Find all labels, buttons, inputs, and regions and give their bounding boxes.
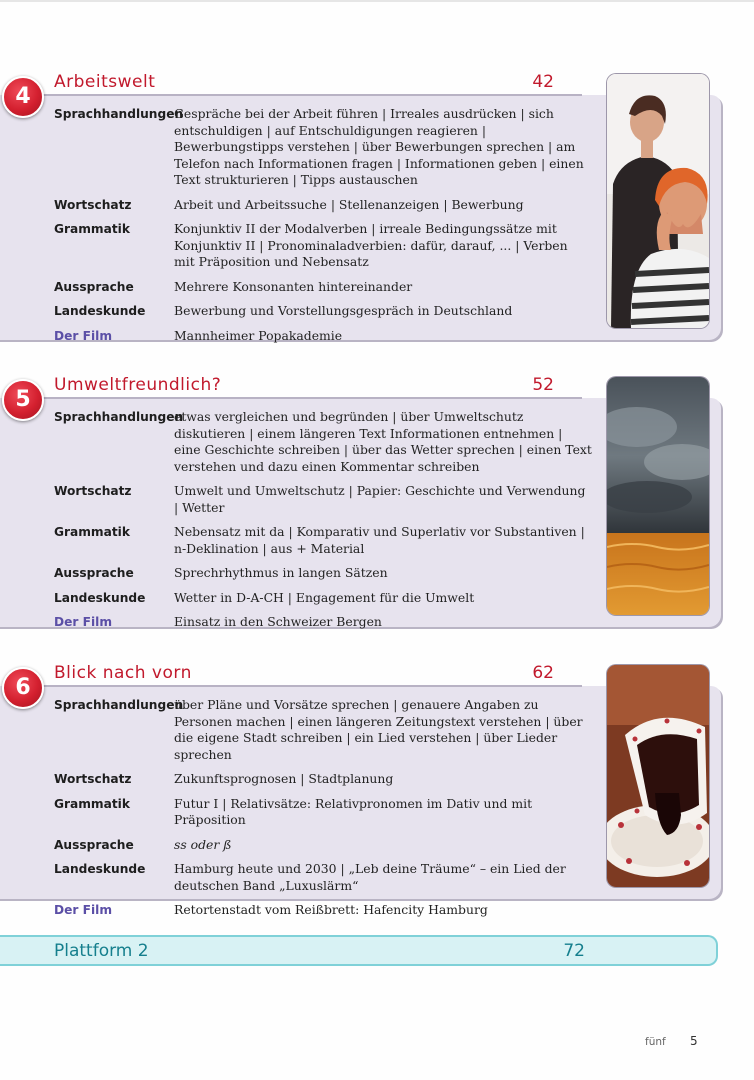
row-grammatik — [54, 524, 594, 557]
unit-6-photo — [607, 665, 709, 887]
unit-content-list — [54, 409, 594, 639]
footer-page-number: 5 — [690, 1034, 698, 1048]
row-text: Hamburg heute und 2030 | „Leb deine Träume“ – ein Lied der deutschen Band „Luxuslärm“ — [174, 861, 566, 893]
plattform-page-number: 72 — [563, 941, 585, 961]
unit-page-number: 42 — [532, 72, 554, 92]
row-text: Mehrere Konsonanten hintereinander — [174, 278, 413, 294]
row-wortschatz — [54, 483, 594, 516]
row-text: Sprechrhythmus in langen Sätzen — [174, 565, 388, 580]
row-aussprache — [54, 279, 594, 296]
row-grammatik — [54, 221, 594, 271]
unit-5-section — [0, 375, 754, 627]
row-sprachhandlungen — [54, 697, 594, 763]
row-label: Wortschatz — [54, 484, 132, 498]
row-text: Nebensatz mit da | Komparativ und Superlativ vor Substantiven | n-Deklination | aus + Material — [174, 524, 585, 556]
row-text: Gespräche bei der Arbeit führen | Irreales ausdrücken | sich entschuldigen | auf Entschuldigungen reagieren | Bewerbungstipps verstehen | über Bewerbungen sprechen | am Telefon nach Informationen fragen | Informationen geben | einen Text strukturieren | Tipps austauschen — [174, 106, 584, 187]
row-text: Konjunktiv II der Modalverben | irreale Bedingungssätze mit Konjunktiv II | Pronominaladverbien: dafür, darauf, ... | Verben mit Präposition und Nebensatz — [174, 221, 568, 269]
row-label: Aussprache — [54, 566, 134, 580]
row-sprachhandlungen — [54, 409, 594, 475]
row-text: Bewerbung und Vorstellungsgespräch in Deutschland — [174, 303, 513, 318]
row-text: etwas vergleichen und begründen | über Umweltschutz diskutieren | einem längeren Text Informationen entnehmen | eine Geschichte schreiben | über das Wetter sprechen | einen Text verstehen und dazu einen Kommentar schreiben — [174, 409, 592, 474]
row-grammatik — [54, 796, 594, 829]
unit-number-badge: 4 — [2, 76, 44, 118]
header-rule — [32, 397, 582, 399]
row-label: Landeskunde — [54, 862, 146, 876]
unit-title: Blick nach vorn — [54, 663, 192, 683]
unit-content-list — [54, 106, 594, 352]
row-label: Grammatik — [54, 796, 130, 811]
row-text: Arbeit und Arbeitssuche | Stellenanzeigen | Bewerbung — [174, 196, 524, 212]
unit-4-section — [0, 72, 754, 343]
unit-4-photo — [607, 74, 709, 328]
unit-5-photo — [607, 377, 709, 615]
row-landeskunde — [54, 590, 594, 607]
unit-page-number: 52 — [532, 375, 554, 395]
row-text: Umwelt und Umweltschutz | Papier: Geschichte und Verwendung | Wetter — [174, 483, 586, 515]
row-label: Aussprache — [54, 279, 134, 294]
row-label: Wortschatz — [54, 772, 132, 786]
footer-page-word: fünf — [645, 1036, 666, 1048]
unit-content-list — [54, 697, 594, 927]
row-der-film — [54, 328, 594, 345]
unit-6-section — [0, 663, 754, 917]
row-landeskunde — [54, 303, 594, 320]
row-text: Zukunftsprognosen | Stadtplanung — [174, 771, 394, 786]
row-label: Sprachhandlungen — [54, 698, 184, 712]
row-text: Mannheimer Popakademie — [174, 327, 343, 343]
unit-number-badge: 5 — [2, 379, 44, 421]
unit-title: Umweltfreundlich? — [54, 375, 222, 395]
row-text: über Pläne und Vorsätze sprechen | genauere Angaben zu Personen machen | einen längeren Zeitungstext verstehen | über die eigene Stadt schreiben | ein Lied verstehen | über Lieder sprechen — [174, 697, 583, 762]
row-text: ss oder ß — [174, 836, 232, 852]
plattform-title: Plattform 2 — [54, 941, 149, 961]
row-label: Landeskunde — [54, 590, 146, 605]
unit-title: Arbeitswelt — [54, 72, 156, 92]
unit-page-number: 62 — [532, 663, 554, 683]
top-rule — [0, 0, 754, 2]
row-text: Futur I | Relativsätze: Relativpronomen im Dativ und mit Präposition — [174, 795, 533, 827]
unit-number-badge: 6 — [2, 667, 44, 709]
row-text: Wetter in D-A-CH | Engagement für die Umwelt — [174, 589, 475, 605]
row-label: Grammatik — [54, 525, 130, 539]
row-wortschatz — [54, 771, 594, 788]
row-text: Einsatz in den Schweizer Bergen — [174, 614, 382, 629]
row-text: Retortenstadt vom Reißbrett: Hafencity Hamburg — [174, 902, 488, 917]
row-label: Landeskunde — [54, 304, 146, 318]
row-label-film: Der Film — [54, 615, 113, 629]
row-label-film: Der Film — [54, 328, 113, 343]
row-landeskunde — [54, 861, 594, 894]
row-label: Wortschatz — [54, 197, 132, 212]
row-label: Aussprache — [54, 837, 134, 852]
row-label-film: Der Film — [54, 903, 113, 917]
row-wortschatz — [54, 197, 594, 214]
row-label: Grammatik — [54, 222, 130, 236]
row-aussprache — [54, 837, 594, 854]
row-der-film — [54, 614, 594, 631]
row-sprachhandlungen — [54, 106, 594, 189]
row-label: Sprachhandlungen — [54, 107, 184, 121]
row-label: Sprachhandlungen — [54, 410, 184, 424]
header-rule — [32, 94, 582, 96]
plattform-banner — [0, 935, 718, 966]
row-der-film — [54, 902, 594, 919]
row-aussprache — [54, 565, 594, 582]
header-rule — [32, 685, 582, 687]
